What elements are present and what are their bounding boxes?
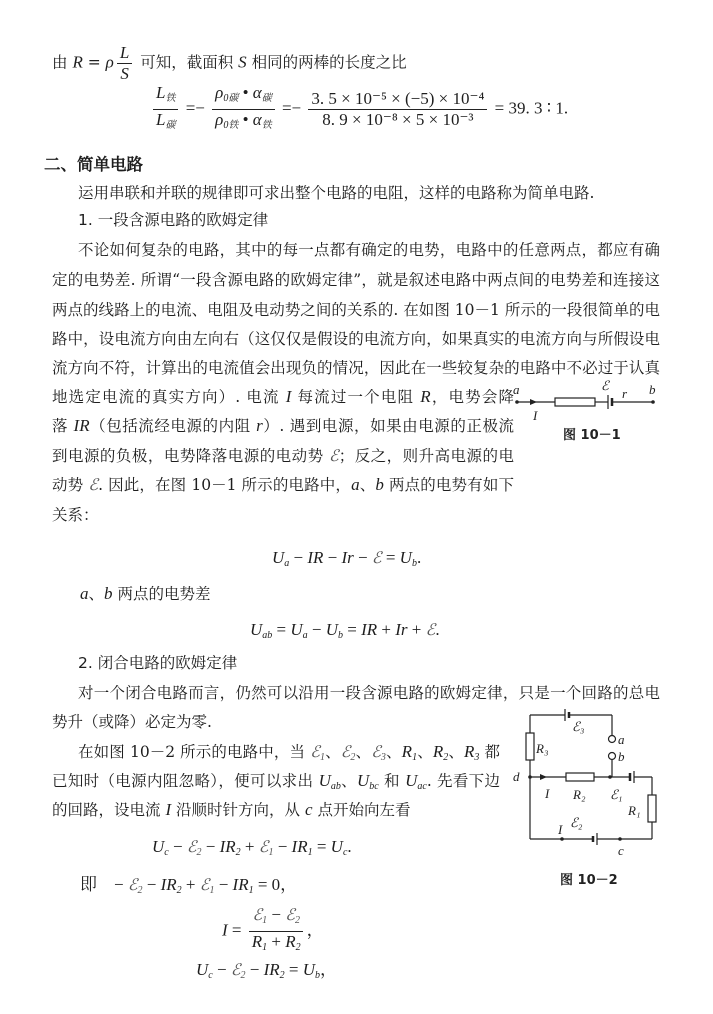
text-run: − — [201, 837, 220, 856]
text-run: 地选定电流的真实方向）. 电流 — [52, 388, 286, 406]
text-run: . — [347, 837, 352, 856]
text-run: − — [307, 620, 326, 639]
subscript: a — [284, 558, 290, 569]
label-a: a — [513, 382, 520, 397]
label-d: d — [513, 769, 520, 784]
text-run: − — [353, 548, 372, 567]
text-run: ；反之，则升高电源的电 — [338, 447, 514, 465]
label-r: r — [622, 386, 628, 401]
subscript: 0铁 — [223, 120, 239, 131]
math-symbol: $U_b$ — [325, 620, 344, 641]
current-arrow-icon — [540, 774, 547, 780]
label-current-bottom: I — [558, 822, 563, 837]
text-run: ， — [320, 960, 338, 979]
math-symbol: R — [420, 387, 431, 406]
subscript: 1 — [209, 885, 215, 896]
math-symbol: $IR_2$ — [160, 875, 182, 896]
emf-symbol: ℰ$_2$ — [230, 962, 246, 981]
math-symbol: I — [285, 387, 292, 406]
figure-caption: 图 10－2 — [560, 873, 618, 888]
subscript: 2 — [295, 942, 301, 953]
text-run: . — [416, 548, 422, 567]
emf-symbol: ℰ$_1$ — [310, 744, 325, 762]
subscript: 3 — [474, 752, 480, 762]
math-symbol: S — [238, 52, 247, 72]
text-run: 8. 9 × 10⁻⁸ × 5 × 10⁻³ — [322, 110, 474, 129]
subscript: 2 — [294, 915, 300, 926]
text-run: 关系： — [52, 506, 99, 524]
text-run: 、 — [385, 743, 402, 761]
math-symbol: Ir — [395, 620, 408, 639]
text-run: 动势 — [52, 476, 89, 494]
text-run: 、 — [88, 585, 105, 603]
label-c: c — [618, 843, 624, 858]
subscript: 1 — [307, 847, 313, 858]
math-symbol: $U_c$ — [196, 960, 213, 981]
math-symbol: I — [165, 800, 172, 819]
emf-symbol: ℰ$_2$ — [127, 877, 143, 896]
text-run: = — [343, 620, 362, 639]
text-run: 两点的线路上的电流、电阻及电动势之间的关系的. 在如图 10－1 所示的一段很简单的电 — [52, 301, 660, 319]
math-symbol: b — [104, 584, 113, 603]
text-run: = — [272, 620, 291, 639]
text-run: = 0， — [253, 875, 298, 894]
text-run: 路中，设电流方向由左向右（这仅仅是假设的电流方向，如果真实的电流方向与所假设电 — [52, 330, 660, 348]
text-run: 不论如何复杂的电路，其中的每一点都有确定的电势，电路中的任意两点，都应有确 — [78, 241, 660, 259]
text-run: . 先看下边 — [426, 772, 500, 790]
text-run: 势升（或降）必定为零. — [52, 713, 212, 731]
label-b: b — [618, 749, 625, 764]
emf-symbol: ℰ$_1$ — [199, 877, 215, 896]
subscript: b — [338, 630, 344, 641]
text-run: 1. 一段含源电路的欧姆定律 — [78, 211, 269, 229]
subscript: 1 — [248, 885, 254, 896]
subscript: c — [342, 847, 348, 858]
subscript: ab — [330, 781, 341, 791]
math-symbol: $\alpha_碳$ — [252, 83, 272, 104]
label-r1: R₁ — [628, 803, 641, 818]
subscript: 2 — [176, 885, 182, 896]
math-symbol: $U_c$ — [330, 837, 348, 858]
math-symbol: $U_{ac}$ — [405, 771, 427, 791]
math-symbol: $U_{ab}$ — [250, 620, 273, 641]
math-symbol: r — [256, 416, 263, 435]
text-run: 都 — [479, 743, 500, 761]
subscript: 2 — [240, 970, 246, 981]
subscript: c — [164, 847, 169, 858]
text-run: − — [212, 960, 231, 979]
subscript: 碳 — [261, 93, 272, 104]
subscript: a — [302, 630, 308, 641]
text-run: 、 — [417, 743, 433, 761]
math-symbol: $U_c$ — [152, 837, 169, 858]
math-symbol: $IR_1$ — [232, 875, 254, 896]
text-run: 的回路，设电流 — [52, 801, 166, 819]
text-run: + — [240, 837, 259, 856]
text-run: 3. 5 × 10⁻⁵ × (−5) × 10⁻⁴ — [311, 89, 485, 108]
subscript: c — [208, 970, 213, 981]
math-symbol: $IR_1$ — [291, 837, 313, 858]
math-symbol: $U_b$ — [302, 960, 321, 981]
math-symbol: L — [119, 43, 130, 62]
text-run: − — [245, 960, 264, 979]
math-symbol: $R_2$ — [432, 742, 449, 762]
text-run: 、 — [324, 743, 341, 761]
subscript: bc — [369, 781, 379, 791]
text-run: 可知，截面积 — [135, 53, 239, 72]
emf-symbol: ℰ$_1$ — [252, 907, 268, 926]
subscript: ab — [262, 630, 273, 641]
text-run: 每流过一个电阻 — [291, 388, 421, 406]
subscript: 3 — [380, 752, 386, 762]
label-r2: R₂ — [573, 787, 586, 802]
text-run: • — [238, 83, 253, 102]
label-e1: ℰ₁ — [610, 787, 623, 802]
subscript: 2 — [443, 752, 449, 762]
text-run: − — [289, 548, 308, 567]
text-run: 、 — [340, 772, 358, 790]
text-run: =− — [277, 98, 306, 118]
math-symbol: $\rho_{0铁}$ — [215, 110, 239, 131]
math-symbol: a — [351, 475, 360, 494]
math-symbol: ρ — [105, 52, 114, 72]
subscript: 1 — [262, 942, 268, 953]
math-symbol: $U_{ab}$ — [318, 771, 341, 791]
math-symbol: $L_铁$ — [156, 83, 176, 104]
label-current: I — [533, 408, 538, 423]
text-run: + — [407, 620, 426, 639]
figure-caption: 图 10－1 — [563, 428, 621, 443]
emf-symbol: ℰ$_2$ — [340, 744, 356, 762]
text-run: 即 − — [80, 875, 128, 894]
math-symbol: b — [375, 475, 384, 494]
label-current: I — [545, 786, 550, 801]
subscript: 铁 — [165, 93, 176, 104]
math-symbol: $U_a$ — [272, 548, 290, 569]
text-run: − — [214, 875, 233, 894]
subscript: 碳 — [165, 120, 176, 131]
math-symbol: IR — [307, 548, 324, 567]
text-run: ）. 遇到电源，如果由电源的正极流 — [262, 417, 514, 435]
text-run: = — [284, 960, 303, 979]
label-a: a — [618, 732, 625, 747]
text-run: = 39. 3 ∶ 1. — [490, 98, 569, 118]
math-symbol: $IR_2$ — [263, 960, 285, 981]
text-run: 点开始向左看 — [312, 801, 411, 819]
emf-symbol: ℰ — [88, 477, 99, 494]
text-run: ，电势会降 — [430, 388, 514, 406]
math-symbol: $U_{bc}$ — [357, 771, 379, 791]
subscript: ac — [417, 781, 427, 791]
text-run: 、 — [448, 743, 465, 761]
subscript: 1 — [268, 847, 274, 858]
emf-symbol: ℰ$_1$ — [258, 839, 274, 858]
text-run: ， — [306, 920, 324, 940]
label-emf: ℰ — [601, 378, 609, 393]
text-run: 运用串联和并联的规律即可求出整个电路的电阻，这样的电路称为简单电路. — [78, 184, 595, 202]
math-symbol: $R_1$ — [251, 932, 268, 953]
subscript: b — [411, 558, 417, 569]
text-run: + — [377, 620, 396, 639]
math-symbol: $U_b$ — [399, 548, 417, 569]
subscript: 铁 — [261, 120, 272, 131]
math-symbol: Ir — [341, 548, 354, 567]
math-symbol: $U_a$ — [290, 620, 308, 641]
text-run: . — [435, 620, 440, 639]
emf-symbol: ℰ — [329, 448, 339, 465]
math-symbol: I — [222, 920, 228, 940]
text-run: 和 — [378, 772, 406, 790]
text-run: . 因此，在图 10－1 所示的电路中， — [98, 476, 352, 494]
text-run: − — [267, 905, 286, 924]
text-run: 在如图 10－2 所示的电路中，当 — [78, 743, 311, 761]
text-run: + — [267, 932, 286, 951]
emf-symbol: ℰ$_2$ — [186, 839, 202, 858]
text-run: =− — [181, 98, 210, 118]
subscript: 2 — [196, 847, 202, 858]
label-e2: ℰ₂ — [570, 815, 583, 830]
subscript: 2 — [137, 885, 143, 896]
math-symbol: a — [80, 584, 89, 603]
text-run: = — [227, 920, 246, 940]
math-symbol: $\alpha_铁$ — [252, 110, 272, 131]
subscript: 1 — [319, 752, 325, 762]
text-run: − — [142, 875, 161, 894]
text-run: 二、简单电路 — [44, 155, 143, 174]
text-run: 对一个闭合电路而言，仍然可以沿用一段含源电路的欧姆定律，只是一个回路的总电 — [78, 684, 660, 702]
text-run: 定的电势差. 所谓“一段含源电路的欧姆定律”，就是叙述电路中两点间的电势差和连接这 — [52, 271, 660, 289]
math-symbol: $IR_2$ — [219, 837, 241, 858]
subscript: 2 — [350, 752, 356, 762]
math-symbol: $L_碳$ — [156, 110, 176, 131]
text-run: （包括流经电源的内阻 — [89, 417, 257, 435]
text-run: 两点的电势差 — [112, 585, 211, 603]
text-run: = — [312, 837, 331, 856]
text-run: 、 — [359, 476, 376, 494]
text-run: 到电源的负极，电势降落电源的电动势 — [52, 447, 330, 465]
text-run: • — [238, 110, 253, 129]
text-run: 2. 闭合电路的欧姆定律 — [78, 654, 238, 672]
emf-symbol: ℰ — [425, 622, 436, 639]
subscript: 2 — [235, 847, 241, 858]
math-symbol: $R_2$ — [285, 932, 301, 953]
math-symbol: $R_3$ — [464, 742, 480, 762]
math-symbol: $R_1$ — [401, 742, 418, 762]
emf-symbol: ℰ$_2$ — [285, 907, 300, 926]
text-run: − — [273, 837, 292, 856]
label-e3: ℰ₃ — [572, 719, 585, 734]
text-run: 已知时（电源内阻忽略），便可以求出 — [52, 772, 319, 790]
math-symbol: R — [72, 52, 83, 72]
math-symbol: IR — [73, 416, 90, 435]
subscript: 1 — [412, 752, 418, 762]
label-b: b — [649, 382, 656, 397]
math-symbol: $\rho_{0碳}$ — [215, 83, 239, 104]
math-symbol: S — [120, 64, 129, 83]
emf-symbol: ℰ — [371, 550, 382, 567]
text-run: + — [181, 875, 200, 894]
text-run: = — [381, 548, 400, 567]
text-run: 、 — [355, 743, 372, 761]
subscript: 0碳 — [223, 93, 239, 104]
text-run: − — [323, 548, 342, 567]
math-symbol: IR — [361, 620, 378, 639]
text-run: = — [82, 53, 106, 72]
emf-symbol: ℰ$_3$ — [371, 744, 386, 762]
subscript: 2 — [279, 970, 285, 981]
subscript: b — [315, 970, 321, 981]
text-run: 落 — [52, 417, 74, 435]
text-run: 由 — [52, 53, 73, 72]
text-run: 两点的电势有如下 — [383, 476, 514, 494]
text-run: − — [168, 837, 187, 856]
subscript: 1 — [262, 915, 268, 926]
text-run: 沿顺时针方向，从 — [171, 801, 305, 819]
math-symbol: c — [304, 800, 313, 819]
text-run: 相同的两棒的长度之比 — [246, 53, 407, 72]
label-r3: R₃ — [536, 741, 549, 756]
text-run: 流方向不符，计算出的电流值会出现负的情况，因此在一些较复杂的电路中不必过于认真 — [52, 359, 660, 377]
